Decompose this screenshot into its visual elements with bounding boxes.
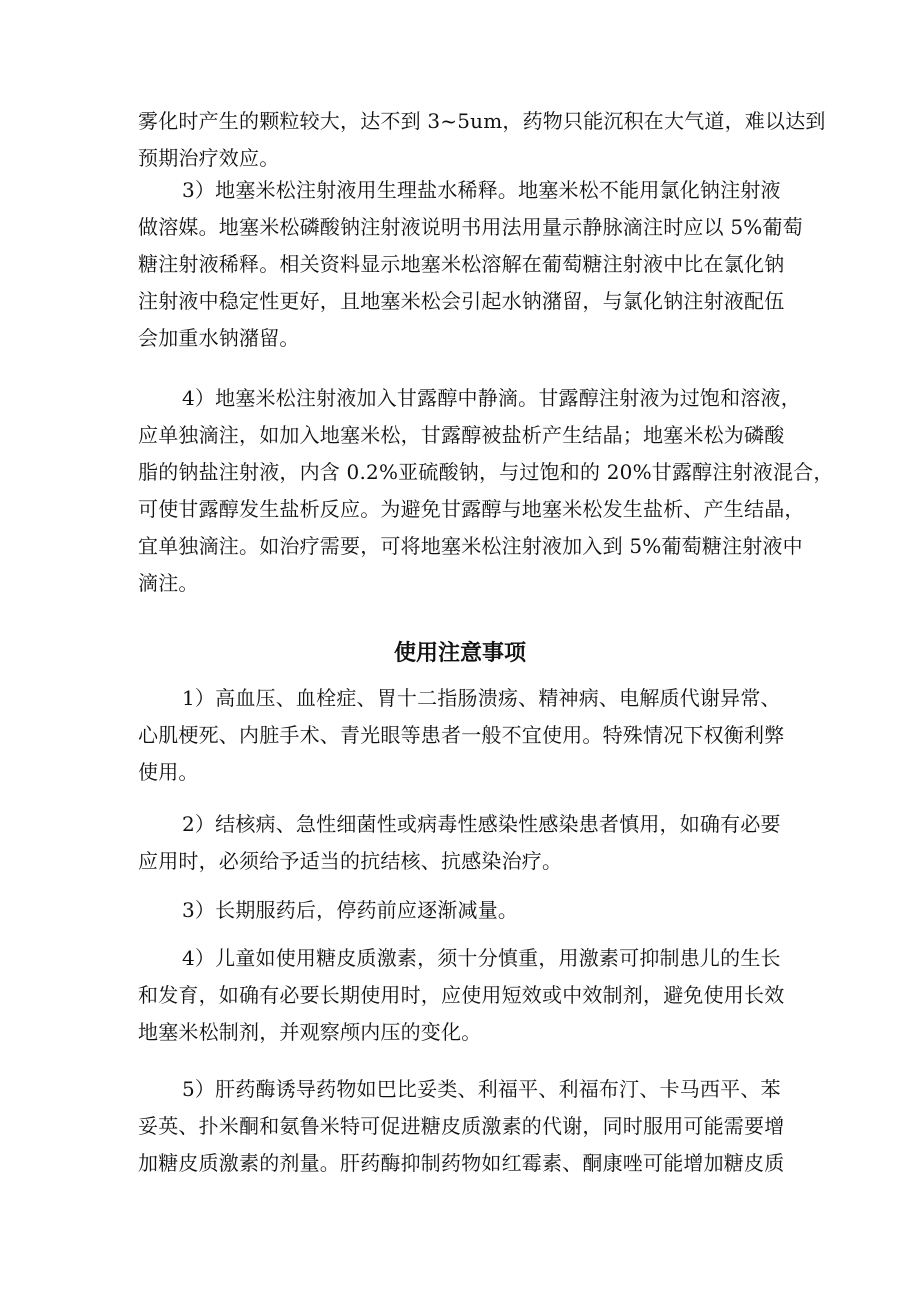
section-heading: 使用注意事项 <box>393 641 526 666</box>
text-line: 雾化时产生的颗粒较大，达不到 3~5um，药物只能沉积在大气道，难以达到 <box>138 109 826 133</box>
text-line: 糖注射液稀释。相关资料显示地塞米松溶解在葡萄糖注射液中比在氯化钠 <box>138 252 785 276</box>
text-line: 妥英、扑米酮和氨鲁米特可促进糖皮质激素的代谢，同时服用可能需要增 <box>138 1114 785 1138</box>
text-line: 使用。 <box>138 760 199 784</box>
text-line: 3）长期服药后，停药前应逐渐减量。 <box>182 898 519 922</box>
text-line: 加糖皮质激素的剂量。肝药酶抑制药物如红霉素、酮康唑可能增加糖皮质 <box>138 1151 785 1175</box>
paragraph-note-5-enzyme-interactions <box>138 1071 788 1182</box>
text-line: 应单独滴注，如加入地塞米松，甘露醇被盐析产生结晶；地塞米松为磷酸 <box>138 423 785 447</box>
paragraph-nebulization-continuation <box>138 103 826 177</box>
text-line: 2）结核病、急性细菌性或病毒性感染性感染患者慎用，如确有必要 <box>182 812 781 836</box>
text-line: 宜单独滴注。如治疗需要，可将地塞米松注射液加入到 5%葡萄糖注射液中 <box>138 534 803 558</box>
text-line: 应用时，必须给予适当的抗结核、抗感染治疗。 <box>138 849 563 873</box>
text-line: 5）肝药酶诱导药物如巴比妥类、利福平、利福布汀、卡马西平、苯 <box>182 1077 781 1101</box>
paragraph-item-4-mannitol <box>138 380 834 602</box>
text-line: 4）地塞米松注射液加入甘露醇中静滴。甘露醇注射液为过饱和溶液， <box>182 386 801 410</box>
text-line: 可使甘露醇发生盐析反应。为避免甘露醇与地塞米松发生盐析、产生结晶， <box>138 497 805 521</box>
paragraph-item-3-saline-dilution <box>138 172 803 357</box>
text-line: 滴注。 <box>138 571 199 595</box>
text-line: 脂的钠盐注射液，内含 0.2%亚硫酸钠，与过饱和的 20%甘露醇注射液混合， <box>138 460 834 484</box>
text-line: 和发育，如确有必要长期使用时，应使用短效或中效制剂，避免使用长效 <box>138 983 785 1007</box>
text-line: 4）儿童如使用糖皮质激素，须十分慎重，用激素可抑制患儿的生长 <box>182 946 781 970</box>
paragraph-note-2-infection <box>138 806 788 880</box>
text-line: 会加重水钠潴留。 <box>138 326 300 350</box>
text-line: 做溶媒。地塞米松磷酸钠注射液说明书用法用量示静脉滴注时应以 5%葡萄 <box>138 215 803 239</box>
text-line: 3）地塞米松注射液用生理盐水稀释。地塞米松不能用氯化钠注射液 <box>182 178 781 202</box>
paragraph-note-1-contraindications <box>138 680 788 791</box>
text-line: 注射液中稳定性更好，且地塞米松会引起水钠潴留，与氯化钠注射液配伍 <box>138 289 785 313</box>
text-line: 心肌梗死、内脏手术、青光眼等患者一般不宜使用。特殊情况下权衡利弊 <box>138 723 785 747</box>
text-line: 1）高血压、血栓症、胃十二指肠溃疡、精神病、电解质代谢异常、 <box>182 686 781 710</box>
paragraph-note-3-tapering <box>138 892 788 929</box>
paragraph-note-4-children <box>138 940 788 1051</box>
text-line: 地塞米松制剂，并观察颅内压的变化。 <box>138 1020 482 1044</box>
text-line: 预期治疗效应。 <box>138 146 280 170</box>
